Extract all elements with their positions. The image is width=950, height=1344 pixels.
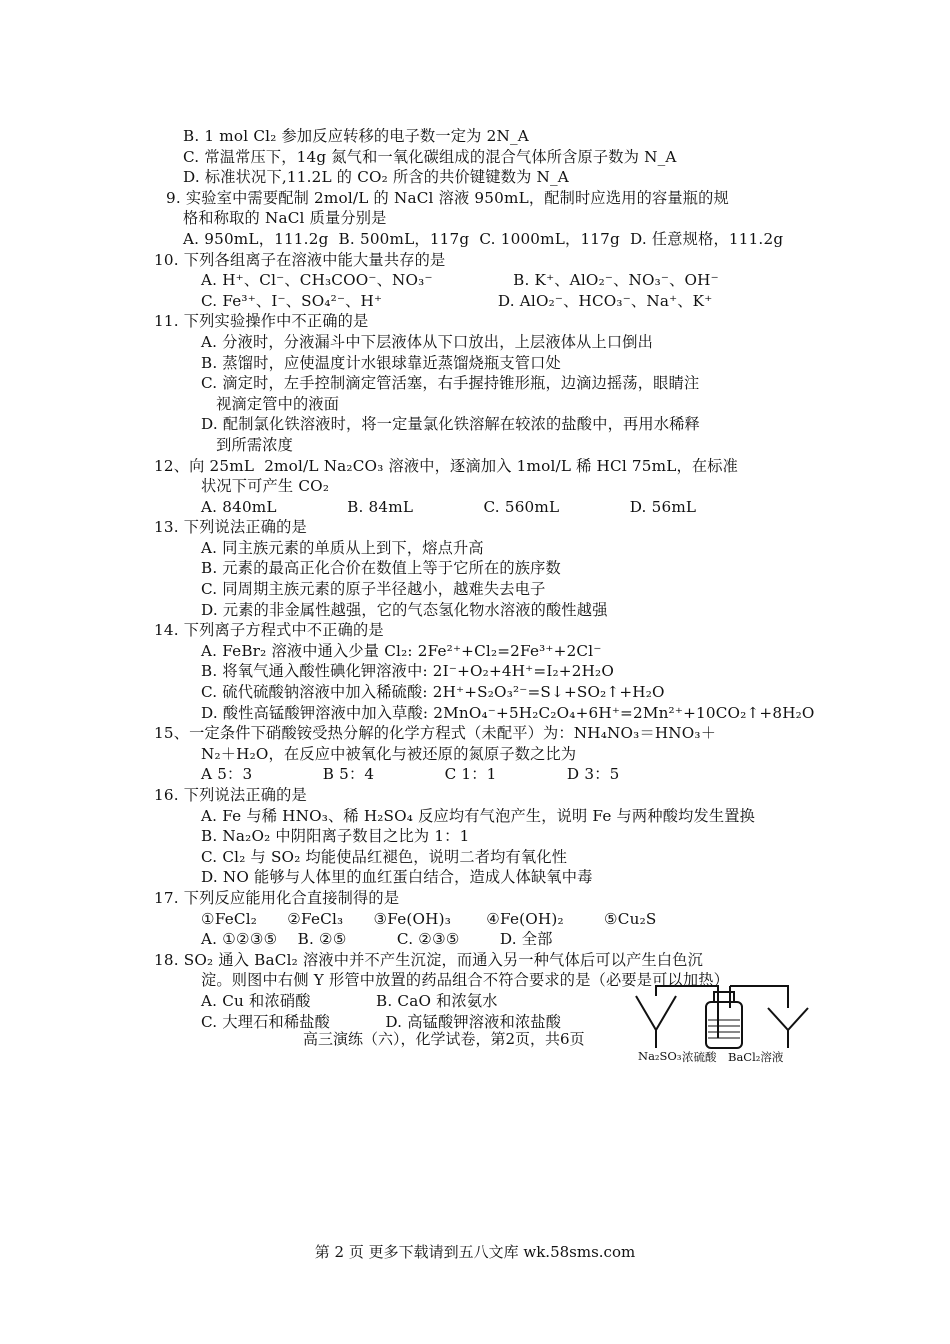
text-line: 格和称取的 NaCl 质量分别是 [183,209,387,228]
page-footer: 第 2 页 更多下载请到五八文库 wk.58sms.com [314,1243,636,1261]
text-line: C. 同周期主族元素的原子半径越小，越难失去电子 [201,580,546,599]
text-line: B. 蒸馏时，应使温度计水银球靠近蒸馏烧瓶支管口处 [201,353,561,372]
text-line: B. 将氧气通入酸性碘化钾溶液中: 2I⁻+O₂+4H⁺=I₂+2H₂O [201,662,614,681]
text-line: 10. 下列各组离子在溶液中能大量共存的是 [154,250,446,269]
text-line: C. 大理石和稀盐酸 D. 高锰酸钾溶液和浓盐酸 [201,1012,562,1031]
text-line: D. 元素的非金属性越强，它的气态氢化物水溶液的酸性越强 [201,600,608,619]
text-line: 9. 实验室中需要配制 2mol/L 的 NaCl 溶液 950mL，配制时应选用的容量瓶的规 [166,188,729,207]
text-line: A. 950mL，111.2g B. 500mL，117g C. 1000mL，117g D. 任意规格，111.2g [183,229,784,248]
text-line: A. H⁺、Cl⁻、CH₃COO⁻、NO₃⁻ B. K⁺、AlO₂⁻、NO₃⁻、OH⁻ [201,271,719,290]
text-line: D. NO 能够与人体里的血红蛋白结合，造成人体缺氧中毒 [201,868,593,887]
text-line: C. 硫代硫酸钠溶液中加入稀硫酸: 2H⁺+S₂O₃²⁻=S↓+SO₂↑+H₂O [201,683,665,702]
text-line: 16. 下列说法正确的是 [154,786,307,804]
exam-page-footer: 高三演练（六），化学试卷，第2页，共6页 [303,1030,585,1048]
text-line: N₂＋H₂O，在反应中被氧化与被还原的氮原子数之比为 [201,744,577,763]
text-line: 12、向 25mL 2mol/L Na₂CO₃ 溶液中，逐滴加入 1mol/L 稀 HCl 75mL，在标准 [154,456,739,475]
text-line: B. 元素的最高正化合价在数值上等于它所在的族序数 [201,559,561,578]
exam-page-body [150,126,815,1032]
text-line: 淀。则图中右侧 Y 形管中放置的药品组合不符合要求的是（必要是可以加热） [201,971,730,990]
text-line: A. Fe 与稀 HNO₃、稀 H₂SO₄ 反应均有气泡产生，说明 Fe 与两种酸均发生置换 [201,806,756,825]
text-line: C. Fe³⁺、I⁻、SO₄²⁻、H⁺ D. AlO₂⁻、HCO₃⁻、Na⁺、K⁺ [201,291,713,310]
text-line: D. 酸性高锰酸钾溶液中加入草酸: 2MnO₄⁻+5H₂C₂O₄+6H⁺=2Mn²⁺+10CO₂↑+8H₂O [201,703,815,722]
apparatus-label-right: BaCl₂溶液 [728,1050,784,1064]
text-line: ①FeCl₂ ②FeCl₃ ③Fe(OH)₃ ④Fe(OH)₂ ⑤Cu₂S [201,909,657,928]
apparatus-label-middle: 浓硫酸 [682,1050,717,1064]
text-line: 17. 下列反应能用化合直接制得的是 [154,888,400,907]
text-line: 13. 下列说法正确的是 [154,518,307,537]
text-line: C. 滴定时，左手控制滴定管活塞，右手握持锥形瓶，边滴边摇荡，眼睛注 [201,374,700,393]
text-line: 15、一定条件下硝酸铵受热分解的化学方程式（未配平）为：NH₄NO₃＝HNO₃＋ [154,724,717,743]
text-line: A. Cu 和浓硝酸 B. CaO 和浓氨水 [201,991,498,1010]
text-line: C. Cl₂ 与 SO₂ 均能使品红褪色，说明二者均有氧化性 [201,847,568,866]
apparatus-label-left: Na₂SO₃ [638,1049,682,1063]
text-line: A. FeBr₂ 溶液中通入少量 Cl₂: 2Fe²⁺+Cl₂=2Fe³⁺+2Cl⁻ [201,641,602,660]
text-line: A 5：3 B 5：4 C 1：1 D 3：5 [201,765,620,784]
text-line: A. 同主族元素的单质从上到下，熔点升高 [201,538,484,557]
text-line: 到所需浓度 [201,435,294,454]
text-line: D. 标准状况下,11.2L 的 CO₂ 所含的共价键键数为 N_A [183,168,569,187]
text-line: A. ①②③⑤ B. ②⑤ C. ②③⑤ D. 全部 [201,930,553,949]
text-line: A. 840mL B. 84mL C. 560mL D. 56mL [201,497,697,516]
text-line: D. 配制氯化铁溶液时，将一定量氯化铁溶解在较浓的盐酸中，再用水稀释 [201,415,700,434]
text-line: 18. SO₂ 通入 BaCl₂ 溶液中并不产生沉淀，而通入另一种气体后可以产生白色沉 [154,950,704,969]
text-line: B. 1 mol Cl₂ 参加反应转移的电子数一定为 2N_A [183,127,529,145]
text-line: B. Na₂O₂ 中阴阳离子数目之比为 1：1 [201,827,470,846]
text-line: A. 分液时，分液漏斗中下层液体从下口放出，上层液体从上口倒出 [201,332,654,351]
text-line: C. 常温常压下，14g 氮气和一氧化碳组成的混合气体所含原子数为 N_A [183,147,677,166]
text-line: 视滴定管中的液面 [201,394,340,413]
text-line: 状况下可产生 CO₂ [201,477,330,496]
text-line: 14. 下列离子方程式中不正确的是 [154,621,384,640]
text-line: 11. 下列实验操作中不正确的是 [154,312,369,331]
